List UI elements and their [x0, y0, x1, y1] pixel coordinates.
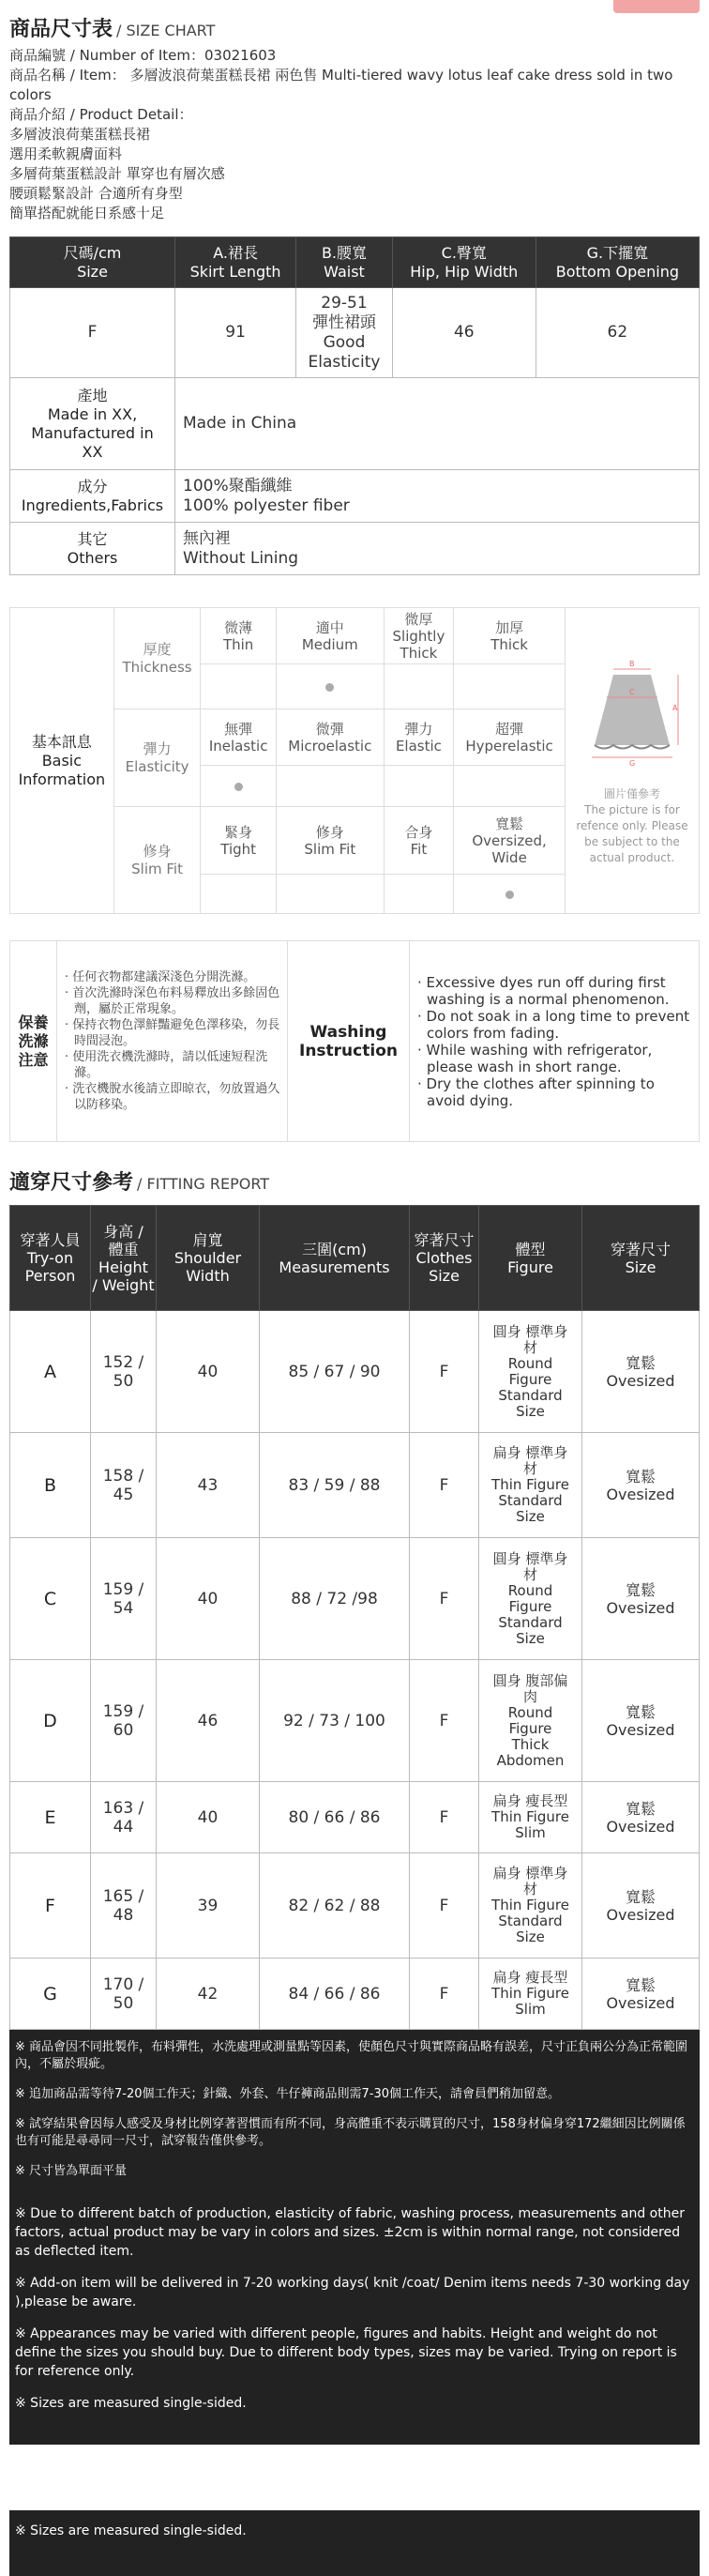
others-row [10, 523, 700, 575]
size-chart-title-zh: 商品尺寸表 [9, 18, 113, 41]
origin-row [10, 378, 700, 470]
bottom-value: 62 [536, 288, 699, 378]
note-zh: ※ 商品會因不同批製作，布料彈性，水洗處理或測量點等因素，使顏色尺寸與實際商品略有誤差，尺寸正負兩公分為正常範圍內，不屬於瑕疵。 [15, 2040, 688, 2071]
ingredients-value: 100%聚酯纖維 100% polyester fiber [175, 470, 700, 523]
thickness-option: 微薄 Thin [201, 608, 277, 664]
fitting-row: D 159 / 60 46 92 / 73 / 100 F 圓身 腹部偏 肉 Round Figure Thick Abdomen 寬鬆 Ovesized [10, 1660, 700, 1782]
header-hip: C.臀寬 Hip, Hip Width [392, 237, 536, 288]
note-en: ※ Sizes are measured single-sided. [15, 2396, 247, 2411]
thickness-option: 加厚 Thick [454, 608, 566, 664]
diagram-letter-a: A [671, 703, 678, 712]
waist-value: 29-51 彈性裙頭 Good Elasticity [296, 288, 393, 378]
fitting-title-en: / FITTING REPORT [137, 1175, 270, 1193]
fitting-title [9, 1142, 700, 1196]
note-en: ※ Appearances may be varied with different people, figures and habits. Height and weight do not define the sizes you should buy. Due to different body types, sizes may be varied. Trying on report is for reference only. [15, 2326, 677, 2379]
fit-selected-dot [505, 891, 514, 899]
elasticity-option: 微彈 Microelastic [276, 709, 384, 766]
size-table [9, 236, 700, 575]
header-shoulder: 肩寬 Shoulder Width [157, 1206, 260, 1311]
note-en: ※ Add-on item will be delivered in 7-20 working days( knit /coat/ Denim items needs 7-30 working day ),please be aware. [15, 2276, 690, 2309]
elasticity-selected-dot [234, 783, 243, 791]
fitting-row: E 163 / 44 40 80 / 66 / 86 F 扁身 瘦長型 Thin Figure Slim 寬鬆 Ovesized [10, 1782, 700, 1853]
size-row-f [10, 288, 700, 378]
header-size: 穿著尺寸 Size [582, 1206, 700, 1311]
image-caption: 圖片僅參考 The picture is for refence only. Please be subject to the actual product. [576, 786, 688, 864]
footer-note: ※ Sizes are measured single-sided. [9, 2510, 700, 2576]
note-zh: ※ 試穿結果會因每人感受及身材比例穿著習慣而有所不同，身高體重不表示購買的尺寸，158身材偏身穿172繼細因比例關係也有可能是尋尋同一尺寸，試穿報告僅供參考。 [15, 2117, 686, 2148]
fitting-row: C 159 / 54 40 88 / 72 /98 F 圓身 標準身 材 Round Figure Standard Size 寬鬆 Ovesized [10, 1538, 700, 1660]
length-value: 91 [175, 288, 296, 378]
header-height-weight: 身高 / 體重 Height / Weight [91, 1206, 157, 1311]
header-bottom-opening: G.下擺寬 Bottom Opening [536, 237, 699, 288]
fit-option: 緊身 Tight [201, 807, 277, 875]
fitting-title-zh: 適穿尺寸參考 [9, 1171, 134, 1195]
thickness-label: 厚度 Thickness [113, 608, 201, 709]
product-detail-line: 簡單搭配就能日系感十足 [9, 205, 165, 221]
fitting-table [9, 1205, 700, 2030]
origin-value: Made in China [175, 378, 700, 470]
elasticity-option: 無彈 Inelastic [201, 709, 277, 766]
washing-label: 保養 洗滌 注意 [10, 941, 57, 1142]
size-table-header [10, 237, 700, 288]
others-value: 無內裡 Without Lining [175, 523, 700, 575]
fit-label: 修身 Slim Fit [113, 807, 201, 914]
elasticity-label: 彈力 Elasticity [113, 709, 201, 807]
diagram-letter-g: G [628, 758, 636, 768]
thickness-option: 適中 Medium [276, 608, 384, 664]
reference-image-cell [565, 608, 699, 914]
thickness-selected-dot [325, 683, 334, 692]
size-value: F [10, 288, 175, 378]
hip-value: 46 [392, 288, 536, 378]
header-size: 尺碼/cm Size [10, 237, 175, 288]
product-number: 商品編號 / Number of Item：03021603 [9, 47, 277, 64]
ingredients-row [10, 470, 700, 523]
notes-panel [9, 2030, 700, 2445]
fitting-row: B 158 / 45 43 83 / 59 / 88 F 扁身 標準身 材 Thin Figure Standard Size 寬鬆 Ovesized [10, 1433, 700, 1538]
washing-zh-list: · 任何衣物都建議深淺色分開洗滌。 · 首次洗滌時深色布料易釋放出多餘固色劑，屬於正常現象。 · 保持衣物色澤鮮豔避免色澤移染，勿長時間浸泡。 · 使用洗衣機洗滌時，請以低速短程洗滌。 · 洗衣機脫水後請立即晾衣，勿放置過久以防移染。 [57, 941, 288, 1142]
basic-info-label: 基本訊息 Basic Information [10, 608, 114, 914]
diagram-letter-b: B [628, 659, 635, 668]
fit-option: 寬鬆 Oversized, Wide [454, 807, 566, 875]
fit-option: 修身 Slim Fit [276, 807, 384, 875]
note-zh: ※ 尺寸皆為單面平量 [15, 2164, 128, 2178]
header-figure: 體型 Figure [479, 1206, 582, 1311]
top-decoration-bar [613, 0, 700, 13]
basic-info-table [9, 607, 700, 914]
fitting-row: G 170 / 50 42 84 / 66 / 86 F 扁身 瘦長型 Thin Figure Slim 寬鬆 Ovesized [10, 1959, 700, 2030]
others-label: 其它 Others [10, 523, 175, 575]
header-skirt-length: A.裙長 Skirt Length [175, 237, 296, 288]
fitting-row: F 165 / 48 39 82 / 62 / 88 F 扁身 標準身 材 Thin Figure Standard Size 寬鬆 Ovesized [10, 1853, 700, 1959]
thickness-option: 微厚 Slightly Thick [384, 608, 454, 664]
note-zh: ※ 追加商品需等待7-20個工作天；針織、外套、牛仔褲商品則需7-30個工作天，請會員們稍加留意。 [15, 2087, 561, 2101]
washing-instruction-title: Washing Instruction [288, 941, 410, 1142]
product-name: 商品名稱 / Item： 多層波浪荷葉蛋糕長裙 兩色售 Multi-tiered wavy lotus leaf cake dress sold in two colors [9, 67, 673, 103]
elasticity-option: 彈力 Elastic [384, 709, 454, 766]
ingredients-label: 成分 Ingredients,Fabrics [10, 470, 175, 523]
note-en: ※ Due to different batch of production, elasticity of fabric, washing process, measurements and other factors, actual product may be vary in colors and sizes. ±2cm is within normal range, not considered as deflected item. [15, 2206, 685, 2259]
header-clothes-size: 穿著尺寸 Clothes Size [410, 1206, 479, 1311]
fitting-header [10, 1206, 700, 1311]
header-waist: B.腰寬 Waist [296, 237, 393, 288]
header-person: 穿著人員 Try-on Person [10, 1206, 91, 1311]
size-chart-title-en: / SIZE CHART [116, 22, 216, 39]
size-chart-title [9, 0, 700, 42]
washing-table [9, 940, 700, 1142]
product-detail-label: 商品介紹 / Product Detail： [9, 106, 193, 123]
product-detail-line: 腰頭鬆緊設計 合適所有身型 [9, 185, 183, 202]
fit-option: 合身 Fit [384, 807, 454, 875]
skirt-diagram-icon [581, 656, 684, 769]
product-detail-line: 選用柔軟親膚面料 [9, 145, 123, 162]
elasticity-option: 超彈 Hyperelastic [454, 709, 566, 766]
fitting-row: A 152 / 50 40 85 / 67 / 90 F 圓身 標準身 材 Round Figure Standard Size 寬鬆 Ovesized [10, 1311, 700, 1433]
product-info [9, 46, 700, 223]
product-detail-line: 多層荷葉蛋糕設計 單穿也有層次感 [9, 165, 225, 182]
origin-label: 產地 Made in XX, Manufactured in XX [10, 378, 175, 470]
product-detail-line: 多層波浪荷葉蛋糕長裙 [9, 126, 151, 143]
header-measurements: 三圍(cm) Measurements [260, 1206, 410, 1311]
diagram-letter-c: C [628, 687, 635, 696]
washing-en-list: · Excessive dyes run off during first washing is a normal phenomenon. · Do not soak in a long time to prevent colors from fading. · While washing with refrigerator, please wash in short range. · Dry the clothes after spinning to avoid dying. [410, 941, 700, 1142]
